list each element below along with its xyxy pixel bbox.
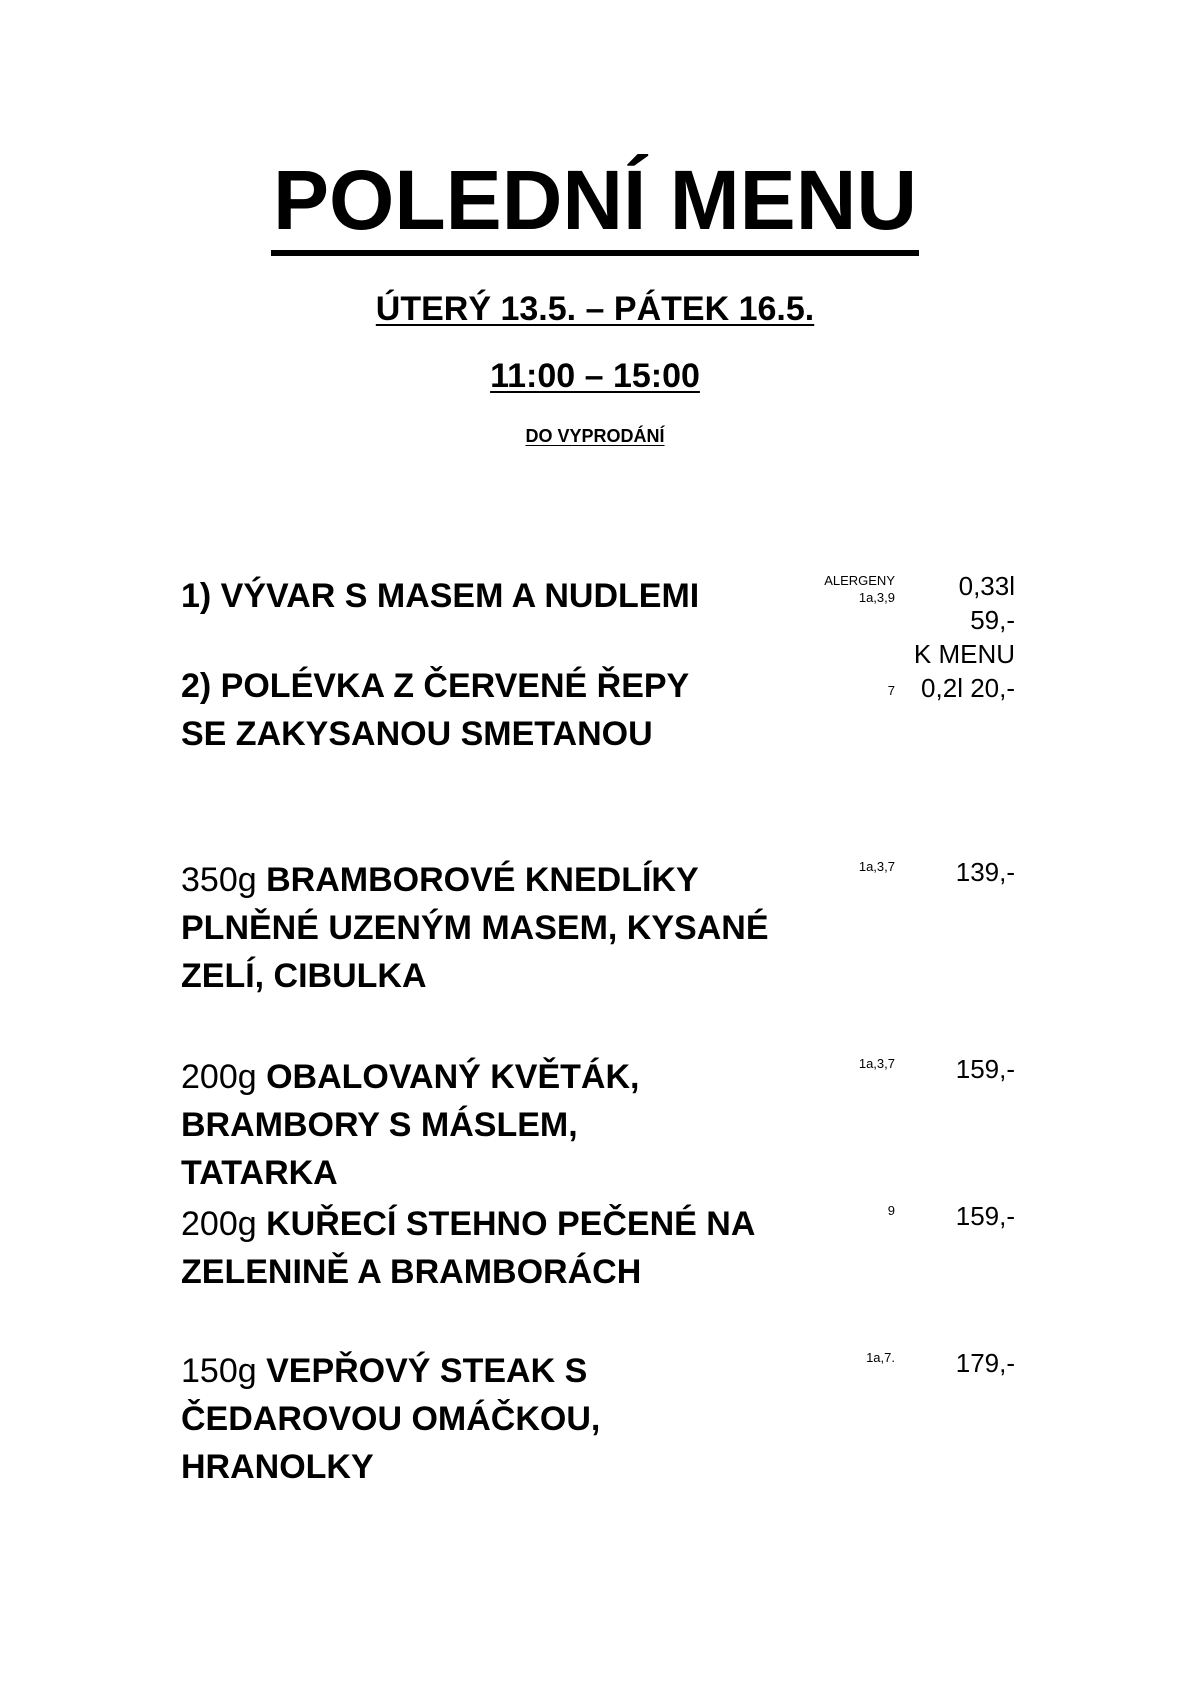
soup-2-allergens: 7 [887, 683, 895, 698]
soup-1-allergens [824, 572, 895, 606]
main-1-price: 139,- [955, 857, 1015, 887]
main-2-allergens: 1a,3,7 [858, 1056, 895, 1071]
main-3-allergens: 9 [887, 1203, 895, 1218]
soup-1-allergen-codes: 1a,3,9 [858, 590, 895, 605]
main-3-price: 159,- [955, 1201, 1015, 1231]
main-4-name: VEPŘOVÝ STEAK S ČEDAROVOU OMÁČKOU, HRANOLKY [181, 1352, 601, 1486]
soup-1-volume: 0,33l [958, 571, 1015, 601]
main-1 [181, 856, 801, 1000]
page-title [0, 150, 1190, 256]
main-2-name: OBALOVANÝ KVĚTÁK, BRAMBORY S MÁSLEM, TATARKA [181, 1058, 640, 1192]
date-range [0, 290, 1190, 329]
title-text: POLEDNÍ MENU [271, 154, 919, 256]
soup-1-name: 1) VÝVAR S MASEM A NUDLEMI [181, 577, 700, 615]
main-3 [181, 1200, 761, 1296]
soup-2-name: 2) POLÉVKA Z ČERVENÉ ŘEPY SE ZAKYSANOU SMETANOU [181, 667, 689, 753]
availability-note-text: DO VYPRODÁNÍ [525, 426, 665, 446]
soup-1-price-block [914, 569, 1015, 705]
allergens-header: ALERGENY [824, 573, 895, 588]
main-1-weight: 350g [181, 861, 257, 899]
main-2-weight: 200g [181, 1058, 257, 1096]
soup-2-menu-price: 0,2l 20,- [921, 673, 1015, 703]
main-1-allergens: 1a,3,7 [858, 859, 895, 874]
main-4-price: 179,- [955, 1348, 1015, 1378]
main-1-name: BRAMBOROVÉ KNEDLÍKY PLNĚNÉ UZENÝM MASEM, KYSANÉ ZELÍ, CIBULKA [181, 861, 769, 995]
availability-note [0, 426, 1190, 447]
soup-2-menu-note: K MENU [913, 639, 1015, 669]
opening-hours [0, 357, 1190, 396]
main-3-name: KUŘECÍ STEHNO PEČENÉ NA ZELENINĚ A BRAMBORÁCH [181, 1205, 755, 1291]
main-4-allergens: 1a,7. [866, 1350, 895, 1365]
soup-1-price: 59,- [970, 605, 1015, 635]
main-3-weight: 200g [181, 1205, 257, 1243]
main-4-weight: 150g [181, 1352, 257, 1390]
opening-hours-text: 11:00 – 15:00 [490, 357, 700, 395]
main-4 [181, 1347, 801, 1491]
main-2 [181, 1053, 741, 1197]
main-2-price: 159,- [955, 1054, 1015, 1084]
date-range-text: ÚTERÝ 13.5. – PÁTEK 16.5. [375, 290, 815, 328]
